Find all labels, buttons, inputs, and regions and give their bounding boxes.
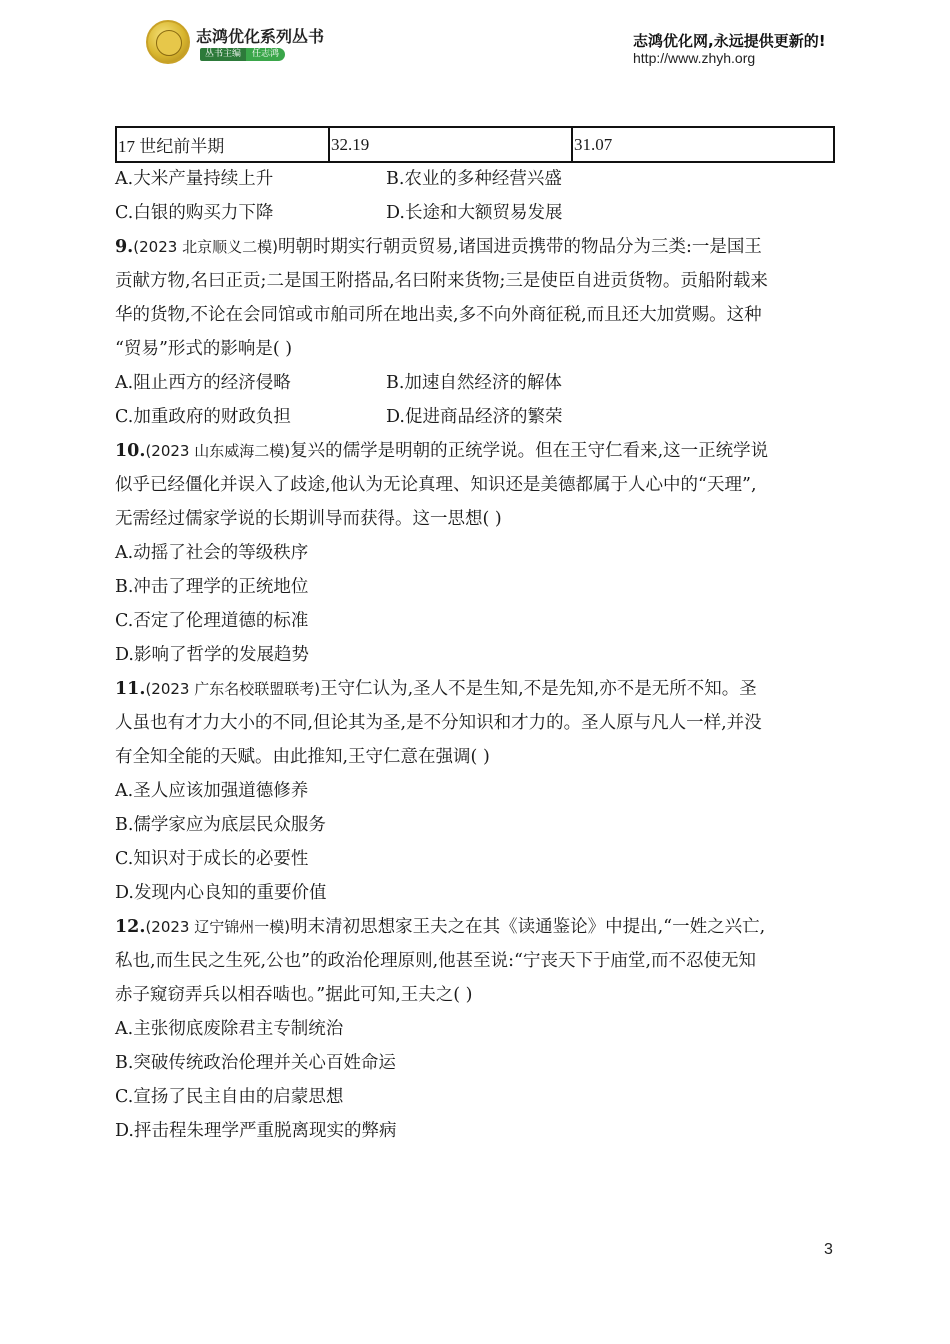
q11-option-c[interactable]: C.知识对于成长的必要性 bbox=[115, 849, 309, 869]
q10-option-b[interactable]: B.冲击了理学的正统地位 bbox=[115, 577, 309, 597]
q8-option-a[interactable]: A.大米产量持续上升 bbox=[115, 169, 274, 189]
q11-stem-line-1: 11.(2023 广东名校联盟联考)王守仁认为,圣人不是生知,不是先知,亦不是无所不知。圣 bbox=[115, 679, 757, 699]
q8-option-c[interactable]: C.白银的购买力下降 bbox=[115, 203, 274, 223]
q8-option-d[interactable]: D.长途和大额贸易发展 bbox=[386, 203, 563, 223]
q10-option-a[interactable]: A.动摇了社会的等级秩序 bbox=[115, 543, 309, 563]
q11-stem-line-3: 有全知全能的天赋。由此推知,王守仁意在强调( ) bbox=[115, 747, 490, 767]
q9-option-a[interactable]: A.阻止西方的经济侵略 bbox=[115, 373, 291, 393]
q12-stem-line-3: 赤子窥窃弄兵以相吞啮也。”据此可知,王夫之( ) bbox=[115, 985, 473, 1005]
editor-name: 任志鸿 bbox=[246, 48, 285, 61]
table-row bbox=[116, 127, 834, 162]
table-cell-period: 17 世纪前半期 bbox=[116, 127, 329, 162]
data-table bbox=[115, 126, 835, 163]
q9-source: (2023 北京顺义二模) bbox=[133, 238, 278, 256]
q10-stem-line-3: 无需经过儒家学说的长期训导而获得。这一思想( ) bbox=[115, 509, 502, 529]
q12-option-a[interactable]: A.主张彻底废除君主专制统治 bbox=[115, 1019, 344, 1039]
header-slogan: 志鸿优化网,永远提供更新的! bbox=[633, 32, 826, 50]
q10-option-c[interactable]: C.否定了伦理道德的标准 bbox=[115, 611, 309, 631]
question-content bbox=[115, 162, 837, 1148]
editor-tag bbox=[200, 48, 285, 61]
q12-option-c[interactable]: C.宣扬了民主自由的启蒙思想 bbox=[115, 1087, 344, 1107]
header-url[interactable]: http://www.zhyh.org bbox=[633, 50, 756, 66]
q11-number: 11. bbox=[115, 679, 146, 699]
editor-label: 丛书主编 bbox=[200, 48, 246, 61]
q8-options-row-2 bbox=[115, 196, 837, 230]
q11-option-b[interactable]: B.儒学家应为底层民众服务 bbox=[115, 815, 326, 835]
q10-option-d[interactable]: D.影响了哲学的发展趋势 bbox=[115, 645, 309, 665]
q12-stem-line-2: 私也,而生民之生死,公也”的政治伦理原则,他甚至说:“宁丧天下于庙堂,而不忍使无知 bbox=[115, 951, 757, 971]
q12-number: 12. bbox=[115, 917, 146, 937]
q9-stem-line-3: 华的货物,不论在会同馆或市舶司所在地出卖,多不向外商征税,而且还大加赏赐。这种 bbox=[115, 305, 762, 325]
q10-stem-line-1: 10.(2023 山东威海二模)复兴的儒学是明朝的正统学说。但在王守仁看来,这一正统学说 bbox=[115, 441, 769, 461]
q9-stem-line-2: 贡献方物,名曰正贡;二是国王附搭品,名曰附来货物;三是使臣自进贡货物。贡船附载来 bbox=[115, 271, 768, 291]
q10-stem-line-2: 似乎已经僵化并误入了歧途,他认为无论真理、知识还是美德都属于人心中的“天理”, bbox=[115, 475, 757, 495]
q12-source: (2023 辽宁锦州一模) bbox=[145, 918, 291, 936]
q12-option-b[interactable]: B.突破传统政治伦理并关心百姓命运 bbox=[115, 1053, 396, 1073]
publisher-logo bbox=[146, 20, 190, 64]
q12-option-d[interactable]: D.抨击程朱理学严重脱离现实的弊病 bbox=[115, 1121, 397, 1141]
q9-option-c[interactable]: C.加重政府的财政负担 bbox=[115, 407, 291, 427]
q9-stem-line-4: “贸易”形式的影响是( ) bbox=[115, 339, 293, 359]
q11-option-a[interactable]: A.圣人应该加强道德修养 bbox=[115, 781, 309, 801]
page-header bbox=[0, 0, 950, 80]
q9-option-b[interactable]: B.加速自然经济的解体 bbox=[386, 373, 562, 393]
q9-options-row-2 bbox=[115, 400, 837, 434]
q10-source: (2023 山东威海二模) bbox=[145, 442, 291, 460]
table-cell-value-1: 32.19 bbox=[329, 127, 572, 162]
q9-stem-line-1: 9.(2023 北京顺义二模)明朝时期实行朝贡贸易,诸国进贡携带的物品分为三类:一是国王 bbox=[115, 237, 762, 257]
table-cell-value-2: 31.07 bbox=[572, 127, 834, 162]
q8-options-row-1 bbox=[115, 162, 837, 196]
q11-stem-line-2: 人虽也有才力大小的不同,但论其为圣,是不分知识和才力的。圣人原与凡人一样,并没 bbox=[115, 713, 762, 733]
q8-option-b[interactable]: B.农业的多种经营兴盛 bbox=[386, 169, 562, 189]
q9-options-row-1 bbox=[115, 366, 837, 400]
series-title: 志鸿优化系列丛书 bbox=[196, 27, 325, 46]
q11-option-d[interactable]: D.发现内心良知的重要价值 bbox=[115, 883, 327, 903]
q9-option-d[interactable]: D.促进商品经济的繁荣 bbox=[386, 407, 563, 427]
q12-stem-line-1: 12.(2023 辽宁锦州一模)明末清初思想家王夫之在其《读通鉴论》中提出,“一姓之兴亡, bbox=[115, 917, 766, 937]
q10-number: 10. bbox=[115, 441, 146, 461]
page-number: 3 bbox=[824, 1241, 833, 1258]
q11-source: (2023 广东名校联盟联考) bbox=[145, 680, 321, 698]
q9-number: 9. bbox=[115, 237, 134, 257]
